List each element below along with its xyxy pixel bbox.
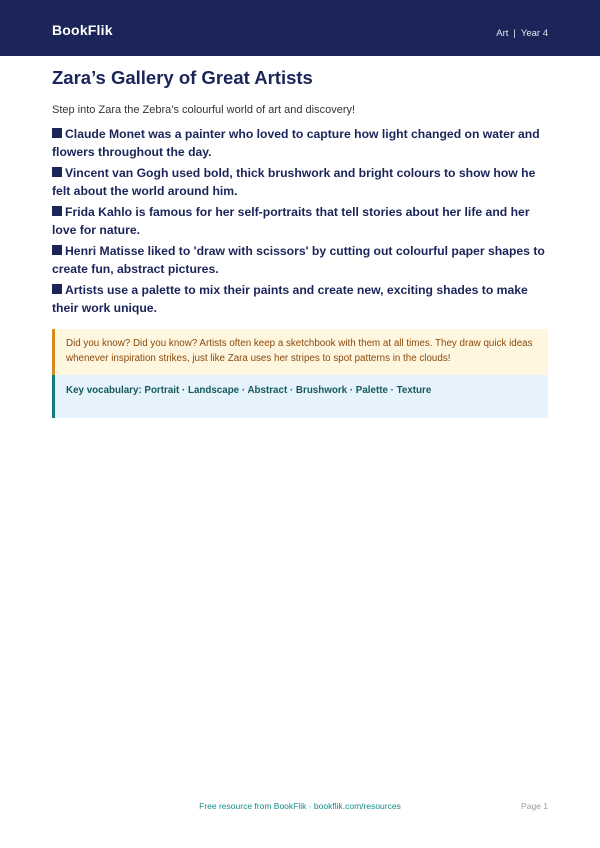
fact-text: Henri Matisse liked to 'draw with scissors' by cutting out colourful paper shapes to create fun, abstract pictures. bbox=[52, 244, 545, 276]
fact-item bbox=[52, 243, 548, 278]
fact-item bbox=[52, 204, 548, 239]
main-content bbox=[52, 64, 548, 418]
year-label: Year 4 bbox=[520, 28, 548, 39]
fact-item bbox=[52, 126, 548, 161]
meta-separator: | bbox=[513, 28, 516, 39]
intro-text: Step into Zara the Zebra’s colourful world of art and discovery! bbox=[52, 104, 356, 116]
square-bullet-icon bbox=[52, 284, 62, 294]
square-bullet-icon bbox=[52, 245, 62, 255]
page-title: Zara’s Gallery of Great Artists bbox=[52, 67, 313, 88]
fact-text: Claude Monet was a painter who loved to capture how light changed on water and flowers throughout the day. bbox=[52, 127, 540, 159]
key-vocabulary-box: Key vocabulary: Portrait · Landscape · Abstract · Brushwork · Palette · Texture bbox=[52, 375, 548, 418]
square-bullet-icon bbox=[52, 206, 62, 216]
fact-text: Artists use a palette to mix their paints and create new, exciting shades to make their work unique. bbox=[52, 283, 528, 315]
fact-list bbox=[52, 126, 548, 317]
did-you-know-box: Did you know? Did you know? Artists often keep a sketchbook with them at all times. They draw quick ideas whenever inspiration strikes, just like Zara uses her stripes to spot patterns in the clouds! bbox=[52, 329, 548, 375]
fact-item bbox=[52, 282, 548, 317]
page-number: Page 1 bbox=[521, 801, 548, 811]
fact-text: Vincent van Gogh used bold, thick brushwork and bright colours to show how he felt about the world around him. bbox=[52, 166, 536, 198]
subject-year bbox=[496, 28, 548, 39]
fact-item bbox=[52, 165, 548, 200]
subject-label: Art bbox=[496, 28, 509, 39]
square-bullet-icon bbox=[52, 128, 62, 138]
square-bullet-icon bbox=[52, 167, 62, 177]
footer-credit-link[interactable]: Free resource from BookFlik · bookflik.com/resources bbox=[199, 801, 401, 811]
fact-text: Frida Kahlo is famous for her self-portraits that tell stories about her life and her love for nature. bbox=[52, 205, 530, 237]
brand-name: BookFlik bbox=[52, 22, 113, 38]
page-header bbox=[0, 0, 600, 56]
